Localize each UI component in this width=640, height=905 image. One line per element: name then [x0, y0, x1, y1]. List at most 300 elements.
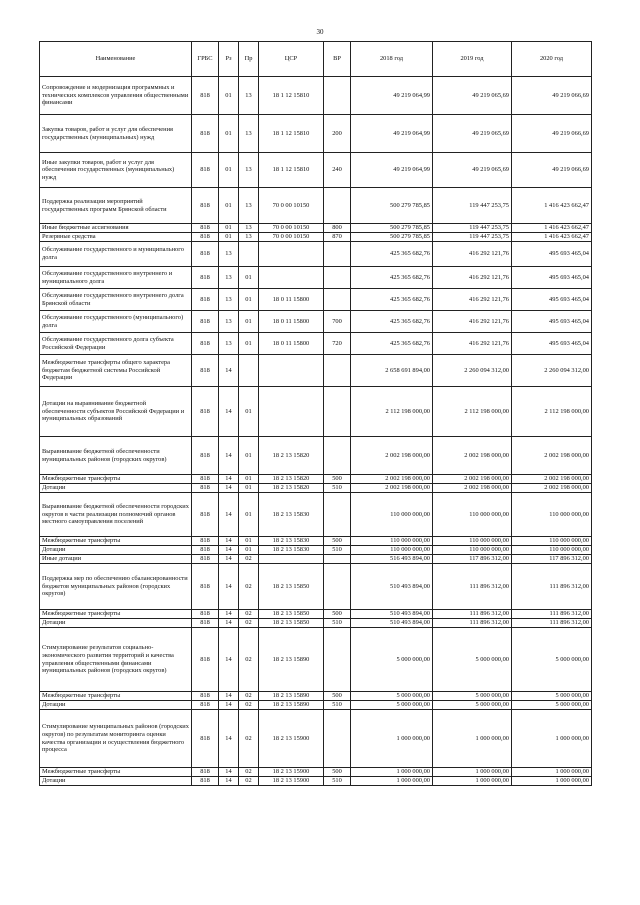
row-csr: 70 0 00 10150 [259, 224, 324, 233]
table-row [40, 610, 592, 619]
row-csr: 18 1 12 15810 [259, 77, 324, 115]
row-vr: 500 [324, 610, 351, 619]
row-pr: 01 [239, 475, 259, 484]
table-row [40, 546, 592, 555]
row-name: Межбюджетные трансферты [40, 768, 192, 777]
row-grbs: 818 [192, 692, 219, 701]
row-vr [324, 493, 351, 537]
row-amount-2020: 495 693 465,04 [512, 311, 592, 333]
row-rz: 14 [219, 710, 239, 768]
table-row [40, 387, 592, 437]
row-amount-2019: 2 002 198 000,00 [433, 475, 512, 484]
row-grbs: 818 [192, 619, 219, 628]
row-vr: 510 [324, 619, 351, 628]
table-row [40, 493, 592, 537]
row-grbs: 818 [192, 387, 219, 437]
row-vr: 500 [324, 768, 351, 777]
row-pr: 13 [239, 153, 259, 188]
row-grbs: 818 [192, 224, 219, 233]
table-row [40, 692, 592, 701]
row-rz: 13 [219, 267, 239, 289]
row-amount-2019: 111 896 312,00 [433, 619, 512, 628]
row-grbs: 818 [192, 233, 219, 242]
row-grbs: 818 [192, 355, 219, 387]
row-amount-2019: 416 292 121,76 [433, 242, 512, 267]
row-name: Дотации [40, 484, 192, 493]
row-grbs: 818 [192, 188, 219, 224]
row-pr: 02 [239, 710, 259, 768]
row-csr: 18 2 13 15830 [259, 546, 324, 555]
row-vr [324, 710, 351, 768]
table-row [40, 768, 592, 777]
row-name: Обслуживание государственного внутреннего и муниципального долга [40, 267, 192, 289]
row-vr: 500 [324, 692, 351, 701]
row-amount-2018: 5 000 000,00 [351, 628, 433, 692]
row-amount-2019: 110 000 000,00 [433, 537, 512, 546]
row-rz: 14 [219, 628, 239, 692]
row-name: Выравнивание бюджетной обеспеченности муниципальных районов (городских округов) [40, 437, 192, 475]
row-pr: 13 [239, 115, 259, 153]
row-grbs: 818 [192, 77, 219, 115]
row-amount-2019: 5 000 000,00 [433, 692, 512, 701]
row-amount-2018: 425 365 682,76 [351, 333, 433, 355]
row-amount-2020: 111 896 312,00 [512, 564, 592, 610]
row-csr: 18 0 11 15800 [259, 289, 324, 311]
row-amount-2019: 2 260 094 312,00 [433, 355, 512, 387]
row-amount-2018: 510 493 894,00 [351, 610, 433, 619]
header-name: Наименование [40, 42, 192, 77]
row-csr: 18 2 13 15820 [259, 484, 324, 493]
table-row [40, 311, 592, 333]
row-amount-2018: 510 493 894,00 [351, 619, 433, 628]
row-pr: 13 [239, 233, 259, 242]
row-pr: 01 [239, 267, 259, 289]
header-2019: 2019 год [433, 42, 512, 77]
row-csr: 18 0 11 15800 [259, 333, 324, 355]
row-rz: 14 [219, 475, 239, 484]
row-grbs: 818 [192, 115, 219, 153]
header-2020: 2020 год [512, 42, 592, 77]
row-name: Дотации [40, 619, 192, 628]
row-rz: 13 [219, 242, 239, 267]
row-vr: 500 [324, 475, 351, 484]
row-pr [239, 355, 259, 387]
row-name: Выравнивание бюджетной обеспеченности городских округов в части реализации полномочий органов местного самоуправления поселений [40, 493, 192, 537]
row-name: Дотации [40, 777, 192, 786]
row-csr: 70 0 00 10150 [259, 233, 324, 242]
row-csr: 18 0 11 15800 [259, 311, 324, 333]
row-rz: 13 [219, 289, 239, 311]
row-grbs: 818 [192, 701, 219, 710]
row-pr: 13 [239, 77, 259, 115]
row-pr: 01 [239, 289, 259, 311]
row-pr: 02 [239, 610, 259, 619]
row-name: Обслуживание государственного внутреннего долга Брянской области [40, 289, 192, 311]
row-grbs: 818 [192, 153, 219, 188]
row-vr [324, 564, 351, 610]
row-name: Дотации [40, 701, 192, 710]
row-amount-2020: 111 896 312,00 [512, 619, 592, 628]
row-pr: 01 [239, 333, 259, 355]
row-grbs: 818 [192, 564, 219, 610]
table-row [40, 267, 592, 289]
row-pr: 01 [239, 484, 259, 493]
row-grbs: 818 [192, 475, 219, 484]
table-row [40, 777, 592, 786]
table-row [40, 333, 592, 355]
row-name: Иные бюджетные ассигнования [40, 224, 192, 233]
header-rz: Рз [219, 42, 239, 77]
row-amount-2019: 416 292 121,76 [433, 311, 512, 333]
row-grbs: 818 [192, 610, 219, 619]
row-vr [324, 77, 351, 115]
row-pr: 02 [239, 564, 259, 610]
row-amount-2018: 110 000 000,00 [351, 493, 433, 537]
row-vr: 720 [324, 333, 351, 355]
table-row [40, 77, 592, 115]
row-name: Сопровождение и модернизация программных и технических комплексов управления общественными финансами [40, 77, 192, 115]
row-amount-2019: 5 000 000,00 [433, 628, 512, 692]
row-amount-2019: 119 447 253,75 [433, 224, 512, 233]
row-amount-2020: 110 000 000,00 [512, 493, 592, 537]
row-name: Резервные средства [40, 233, 192, 242]
table-header-row [40, 42, 592, 77]
row-name: Межбюджетные трансферты [40, 692, 192, 701]
row-amount-2019: 1 000 000,00 [433, 768, 512, 777]
row-rz: 01 [219, 224, 239, 233]
row-vr: 200 [324, 115, 351, 153]
row-rz: 14 [219, 768, 239, 777]
row-csr [259, 387, 324, 437]
row-vr: 510 [324, 701, 351, 710]
row-csr: 18 2 13 15830 [259, 493, 324, 537]
row-amount-2019: 416 292 121,76 [433, 333, 512, 355]
table-row [40, 233, 592, 242]
row-vr [324, 242, 351, 267]
row-amount-2020: 110 000 000,00 [512, 546, 592, 555]
row-grbs: 818 [192, 555, 219, 564]
row-pr: 01 [239, 311, 259, 333]
header-csr: ЦСР [259, 42, 324, 77]
row-pr: 01 [239, 546, 259, 555]
row-csr [259, 242, 324, 267]
row-grbs: 818 [192, 311, 219, 333]
row-pr: 01 [239, 537, 259, 546]
row-vr [324, 437, 351, 475]
row-pr: 13 [239, 188, 259, 224]
row-csr: 18 2 13 15900 [259, 768, 324, 777]
row-grbs: 818 [192, 777, 219, 786]
row-csr: 18 1 12 15810 [259, 153, 324, 188]
row-amount-2019: 111 896 312,00 [433, 610, 512, 619]
row-vr [324, 267, 351, 289]
row-grbs: 818 [192, 333, 219, 355]
row-pr: 02 [239, 768, 259, 777]
row-amount-2018: 110 000 000,00 [351, 546, 433, 555]
row-pr: 02 [239, 692, 259, 701]
row-csr: 18 2 13 15820 [259, 475, 324, 484]
row-rz: 14 [219, 701, 239, 710]
row-rz: 14 [219, 546, 239, 555]
row-name: Дотации [40, 546, 192, 555]
row-pr: 01 [239, 437, 259, 475]
row-amount-2018: 49 219 064,99 [351, 77, 433, 115]
row-amount-2018: 1 000 000,00 [351, 710, 433, 768]
table-row [40, 564, 592, 610]
table-row [40, 555, 592, 564]
row-amount-2020: 495 693 465,04 [512, 267, 592, 289]
row-name: Межбюджетные трансферты общего характера бюджетам бюджетной системы Российской Федерации [40, 355, 192, 387]
budget-table [39, 41, 592, 786]
header-2018: 2018 год [351, 42, 433, 77]
header-pr: Пр [239, 42, 259, 77]
header-vr: ВР [324, 42, 351, 77]
row-amount-2020: 2 112 198 000,00 [512, 387, 592, 437]
row-grbs: 818 [192, 289, 219, 311]
row-amount-2019: 119 447 253,75 [433, 233, 512, 242]
row-amount-2020: 49 219 066,69 [512, 153, 592, 188]
row-csr [259, 267, 324, 289]
row-amount-2019: 2 002 198 000,00 [433, 437, 512, 475]
row-amount-2018: 500 279 785,85 [351, 233, 433, 242]
row-csr: 18 2 13 15850 [259, 619, 324, 628]
row-rz: 14 [219, 619, 239, 628]
row-amount-2020: 5 000 000,00 [512, 701, 592, 710]
row-rz: 14 [219, 610, 239, 619]
page-number: 30 [316, 28, 324, 36]
row-amount-2020: 5 000 000,00 [512, 692, 592, 701]
row-amount-2019: 5 000 000,00 [433, 701, 512, 710]
row-amount-2019: 119 447 253,75 [433, 188, 512, 224]
row-amount-2019: 110 000 000,00 [433, 493, 512, 537]
row-grbs: 818 [192, 768, 219, 777]
row-name: Иные дотации [40, 555, 192, 564]
row-amount-2020: 2 260 094 312,00 [512, 355, 592, 387]
row-csr: 18 1 12 15810 [259, 115, 324, 153]
row-amount-2018: 5 000 000,00 [351, 692, 433, 701]
row-pr: 02 [239, 628, 259, 692]
row-amount-2018: 2 002 198 000,00 [351, 484, 433, 493]
row-amount-2019: 416 292 121,76 [433, 289, 512, 311]
row-pr: 02 [239, 701, 259, 710]
row-rz: 14 [219, 355, 239, 387]
row-vr: 510 [324, 777, 351, 786]
row-amount-2018: 516 493 894,00 [351, 555, 433, 564]
row-rz: 14 [219, 555, 239, 564]
row-vr: 700 [324, 311, 351, 333]
row-amount-2019: 1 000 000,00 [433, 777, 512, 786]
row-amount-2020: 117 896 312,00 [512, 555, 592, 564]
row-amount-2018: 5 000 000,00 [351, 701, 433, 710]
row-name: Межбюджетные трансферты [40, 475, 192, 484]
row-vr: 510 [324, 484, 351, 493]
row-csr: 18 2 13 15900 [259, 777, 324, 786]
row-amount-2020: 1 000 000,00 [512, 768, 592, 777]
row-name: Стимулирование муниципальных районов (городских округов) по результатам мониторинга оценки качества организации и осуществления бюджетного процесса [40, 710, 192, 768]
row-csr: 18 2 13 15890 [259, 701, 324, 710]
row-amount-2018: 500 279 785,85 [351, 224, 433, 233]
row-amount-2020: 495 693 465,04 [512, 289, 592, 311]
row-rz: 14 [219, 493, 239, 537]
row-vr [324, 555, 351, 564]
row-pr [239, 242, 259, 267]
row-csr: 70 0 00 10150 [259, 188, 324, 224]
table-row [40, 437, 592, 475]
row-rz: 01 [219, 153, 239, 188]
row-amount-2020: 2 002 198 000,00 [512, 484, 592, 493]
row-vr [324, 289, 351, 311]
row-rz: 14 [219, 387, 239, 437]
row-amount-2019: 2 002 198 000,00 [433, 484, 512, 493]
row-amount-2018: 1 000 000,00 [351, 768, 433, 777]
row-name: Поддержка реализации мероприятий государственных программ Брянской области [40, 188, 192, 224]
row-amount-2019: 49 219 065,69 [433, 115, 512, 153]
row-amount-2018: 49 219 064,99 [351, 153, 433, 188]
row-amount-2020: 1 000 000,00 [512, 710, 592, 768]
row-rz: 14 [219, 777, 239, 786]
row-amount-2018: 110 000 000,00 [351, 537, 433, 546]
row-rz: 13 [219, 333, 239, 355]
row-rz: 13 [219, 311, 239, 333]
row-amount-2018: 2 002 198 000,00 [351, 437, 433, 475]
row-grbs: 818 [192, 628, 219, 692]
row-amount-2018: 510 493 894,00 [351, 564, 433, 610]
row-grbs: 818 [192, 537, 219, 546]
row-name: Закупка товаров, работ и услуг для обеспечения государственных (муниципальных) нужд [40, 115, 192, 153]
row-csr: 18 2 13 15820 [259, 437, 324, 475]
row-amount-2018: 425 365 682,76 [351, 311, 433, 333]
row-name: Обслуживание государственного (муниципального) долга [40, 311, 192, 333]
row-vr [324, 628, 351, 692]
row-amount-2020: 2 002 198 000,00 [512, 475, 592, 484]
row-name: Поддержка мер по обеспечению сбалансированности бюджетов муниципальных районов (городских округов) [40, 564, 192, 610]
row-amount-2019: 111 896 312,00 [433, 564, 512, 610]
table-row [40, 628, 592, 692]
row-rz: 14 [219, 484, 239, 493]
row-csr: 18 2 13 15890 [259, 628, 324, 692]
row-vr: 510 [324, 546, 351, 555]
row-name: Межбюджетные трансферты [40, 610, 192, 619]
table-row [40, 188, 592, 224]
table-row [40, 224, 592, 233]
table-row [40, 537, 592, 546]
row-amount-2019: 49 219 065,69 [433, 77, 512, 115]
row-pr: 01 [239, 493, 259, 537]
row-vr [324, 355, 351, 387]
row-csr: 18 2 13 15850 [259, 610, 324, 619]
row-amount-2018: 2 658 691 894,00 [351, 355, 433, 387]
row-rz: 14 [219, 537, 239, 546]
table-row [40, 153, 592, 188]
row-amount-2019: 1 000 000,00 [433, 710, 512, 768]
row-name: Обслуживание государственного долга субъекта Российской Федерации [40, 333, 192, 355]
row-csr: 18 2 13 15830 [259, 537, 324, 546]
row-name: Дотации на выравнивание бюджетной обеспеченности субъектов Российской Федерации и муниципальных образований [40, 387, 192, 437]
row-name: Иные закупки товаров, работ и услуг для обеспечения государственных (муниципальных) нужд [40, 153, 192, 188]
row-amount-2019: 110 000 000,00 [433, 546, 512, 555]
row-csr: 18 2 13 15890 [259, 692, 324, 701]
row-amount-2020: 5 000 000,00 [512, 628, 592, 692]
row-amount-2018: 1 000 000,00 [351, 777, 433, 786]
row-amount-2018: 2 002 198 000,00 [351, 475, 433, 484]
table-row [40, 710, 592, 768]
row-amount-2018: 425 365 682,76 [351, 242, 433, 267]
row-amount-2018: 425 365 682,76 [351, 267, 433, 289]
table-row [40, 115, 592, 153]
row-amount-2020: 495 693 465,04 [512, 333, 592, 355]
row-amount-2020: 111 896 312,00 [512, 610, 592, 619]
row-name: Обслуживание государственного и муниципального долга [40, 242, 192, 267]
row-grbs: 818 [192, 493, 219, 537]
row-amount-2019: 2 112 198 000,00 [433, 387, 512, 437]
row-vr: 500 [324, 537, 351, 546]
row-amount-2018: 49 219 064,99 [351, 115, 433, 153]
row-grbs: 818 [192, 546, 219, 555]
table-row [40, 484, 592, 493]
row-rz: 01 [219, 77, 239, 115]
row-amount-2019: 416 292 121,76 [433, 267, 512, 289]
row-amount-2020: 2 002 198 000,00 [512, 437, 592, 475]
row-amount-2020: 1 000 000,00 [512, 777, 592, 786]
table-row [40, 475, 592, 484]
row-grbs: 818 [192, 710, 219, 768]
table-row [40, 289, 592, 311]
row-amount-2018: 425 365 682,76 [351, 289, 433, 311]
row-amount-2020: 49 219 066,69 [512, 115, 592, 153]
row-name: Межбюджетные трансферты [40, 537, 192, 546]
row-csr [259, 355, 324, 387]
row-pr: 02 [239, 619, 259, 628]
header-grbs: ГРБС [192, 42, 219, 77]
row-rz: 01 [219, 188, 239, 224]
row-csr: 18 2 13 15850 [259, 564, 324, 610]
row-amount-2020: 1 416 423 662,47 [512, 188, 592, 224]
row-amount-2018: 2 112 198 000,00 [351, 387, 433, 437]
row-name: Стимулирование результатов социально-экономического развития территорий и качества управления общественными финансами муниципальных районов (городских округов) [40, 628, 192, 692]
row-vr: 240 [324, 153, 351, 188]
row-amount-2020: 1 416 423 662,47 [512, 224, 592, 233]
table-row [40, 619, 592, 628]
row-vr: 800 [324, 224, 351, 233]
row-csr: 18 2 13 15900 [259, 710, 324, 768]
row-amount-2020: 110 000 000,00 [512, 537, 592, 546]
row-rz: 01 [219, 233, 239, 242]
table-row [40, 701, 592, 710]
table-row [40, 355, 592, 387]
table-row [40, 242, 592, 267]
row-grbs: 818 [192, 484, 219, 493]
row-rz: 14 [219, 692, 239, 701]
row-vr [324, 387, 351, 437]
row-rz: 01 [219, 115, 239, 153]
row-csr [259, 555, 324, 564]
row-pr: 02 [239, 777, 259, 786]
row-amount-2020: 495 693 465,04 [512, 242, 592, 267]
row-pr: 02 [239, 555, 259, 564]
row-pr: 13 [239, 224, 259, 233]
row-amount-2019: 117 896 312,00 [433, 555, 512, 564]
row-pr: 01 [239, 387, 259, 437]
row-rz: 14 [219, 437, 239, 475]
row-amount-2019: 49 219 065,69 [433, 153, 512, 188]
row-amount-2020: 1 416 423 662,47 [512, 233, 592, 242]
row-grbs: 818 [192, 267, 219, 289]
row-grbs: 818 [192, 242, 219, 267]
row-amount-2018: 500 279 785,85 [351, 188, 433, 224]
row-vr: 870 [324, 233, 351, 242]
row-amount-2020: 49 219 066,69 [512, 77, 592, 115]
row-grbs: 818 [192, 437, 219, 475]
